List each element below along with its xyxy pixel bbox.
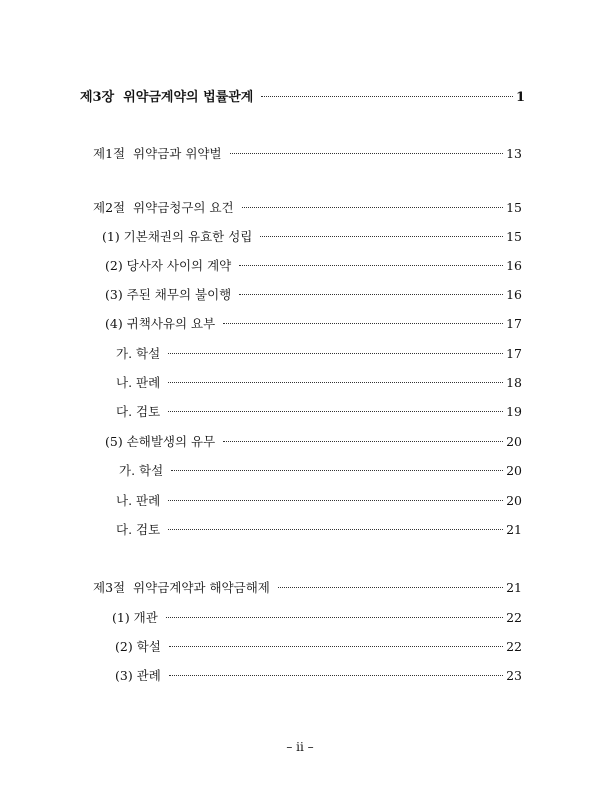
toc-entry-label: (3) 주된 채무의 불이행 bbox=[105, 287, 232, 302]
toc-entry-label: (2) 당사자 사이의 계약 bbox=[105, 258, 232, 273]
toc-entry-section-2-5-da bbox=[116, 522, 522, 538]
toc-entry-label: 다. 검토 bbox=[116, 522, 161, 537]
dot-leader bbox=[171, 470, 503, 471]
toc-entry-label: 나. 판례 bbox=[116, 493, 161, 508]
toc-entry-label: (1) 기본채권의 유효한 성립 bbox=[102, 229, 253, 244]
toc-entry-section-3-3 bbox=[115, 668, 522, 684]
toc-entry-label: 제3절 위약금계약과 해약금해제 bbox=[93, 580, 270, 595]
toc-entry-page: 16 bbox=[506, 287, 522, 302]
toc-entry-page: 17 bbox=[506, 346, 522, 361]
toc-entry-page: 1 bbox=[515, 90, 525, 105]
dot-leader bbox=[260, 236, 503, 237]
dot-leader bbox=[168, 529, 503, 530]
toc-entry-label: 가. 학설 bbox=[116, 346, 161, 361]
toc-entry-page: 21 bbox=[506, 580, 522, 595]
toc-entry-section-2 bbox=[93, 200, 522, 216]
toc-entry-page: 16 bbox=[506, 258, 522, 273]
toc-entry-section-2-4-ga bbox=[116, 346, 522, 362]
toc-entry-page: 15 bbox=[506, 200, 522, 215]
toc-entry-label: 제1절 위약금과 위약벌 bbox=[93, 146, 222, 161]
dot-leader bbox=[242, 207, 503, 208]
toc-entry-page: 23 bbox=[506, 668, 522, 683]
toc-entry-section-2-4 bbox=[105, 316, 522, 332]
toc-entry-page: 19 bbox=[506, 404, 522, 419]
dot-leader bbox=[239, 265, 503, 266]
toc-entry-section-3 bbox=[93, 580, 522, 596]
toc-entry-section-2-5-na bbox=[116, 493, 522, 509]
toc-entry-chapter-3 bbox=[80, 90, 525, 106]
dot-leader bbox=[166, 617, 503, 618]
toc-entry-section-2-3 bbox=[105, 287, 522, 303]
toc-entry-label: (2) 학설 bbox=[115, 639, 161, 654]
dot-leader bbox=[239, 294, 503, 295]
toc-entry-label: 제3장 위약금계약의 법률관계 bbox=[80, 90, 254, 105]
toc-entry-section-2-2 bbox=[105, 258, 522, 274]
toc-entry-label: 가. 학설 bbox=[119, 463, 164, 478]
dot-leader bbox=[223, 323, 503, 324]
toc-entry-section-1 bbox=[93, 146, 522, 162]
toc-entry-page: 20 bbox=[506, 463, 522, 478]
dot-leader bbox=[261, 96, 513, 97]
dot-leader bbox=[168, 500, 503, 501]
dot-leader bbox=[230, 153, 504, 154]
toc-entry-page: 22 bbox=[506, 610, 522, 625]
toc-entry-label: 다. 검토 bbox=[116, 404, 161, 419]
toc-entry-label: (1) 개관 bbox=[112, 610, 158, 625]
dot-leader bbox=[223, 441, 503, 442]
page-number: – ii – bbox=[286, 740, 314, 754]
toc-entry-section-3-1 bbox=[112, 610, 522, 626]
toc-entry-label: 제2절 위약금청구의 요건 bbox=[93, 200, 234, 215]
toc-entry-section-3-2 bbox=[115, 639, 522, 655]
dot-leader bbox=[169, 646, 503, 647]
toc-entry-page: 22 bbox=[506, 639, 522, 654]
toc-entry-section-2-4-na bbox=[116, 375, 522, 391]
toc-entry-page: 20 bbox=[506, 493, 522, 508]
toc-entry-label: (4) 귀책사유의 요부 bbox=[105, 316, 216, 331]
toc-entry-page: 18 bbox=[506, 375, 522, 390]
dot-leader bbox=[169, 675, 503, 676]
dot-leader bbox=[278, 587, 503, 588]
dot-leader bbox=[168, 411, 503, 412]
toc-entry-page: 21 bbox=[506, 522, 522, 537]
dot-leader bbox=[168, 353, 503, 354]
toc-entry-page: 15 bbox=[506, 229, 522, 244]
toc-entry-section-2-1 bbox=[102, 229, 522, 245]
toc-entry-section-2-5-ga bbox=[119, 463, 522, 479]
toc-entry-section-2-4-da bbox=[116, 404, 522, 420]
toc-entry-label: (3) 관례 bbox=[115, 668, 161, 683]
toc-entry-label: 나. 판례 bbox=[116, 375, 161, 390]
dot-leader bbox=[168, 382, 503, 383]
toc-entry-label: (5) 손해발생의 유무 bbox=[105, 434, 216, 449]
toc-entry-section-2-5 bbox=[105, 434, 522, 450]
toc-entry-page: 17 bbox=[506, 316, 522, 331]
toc-entry-page: 13 bbox=[506, 146, 522, 161]
toc-entry-page: 20 bbox=[506, 434, 522, 449]
